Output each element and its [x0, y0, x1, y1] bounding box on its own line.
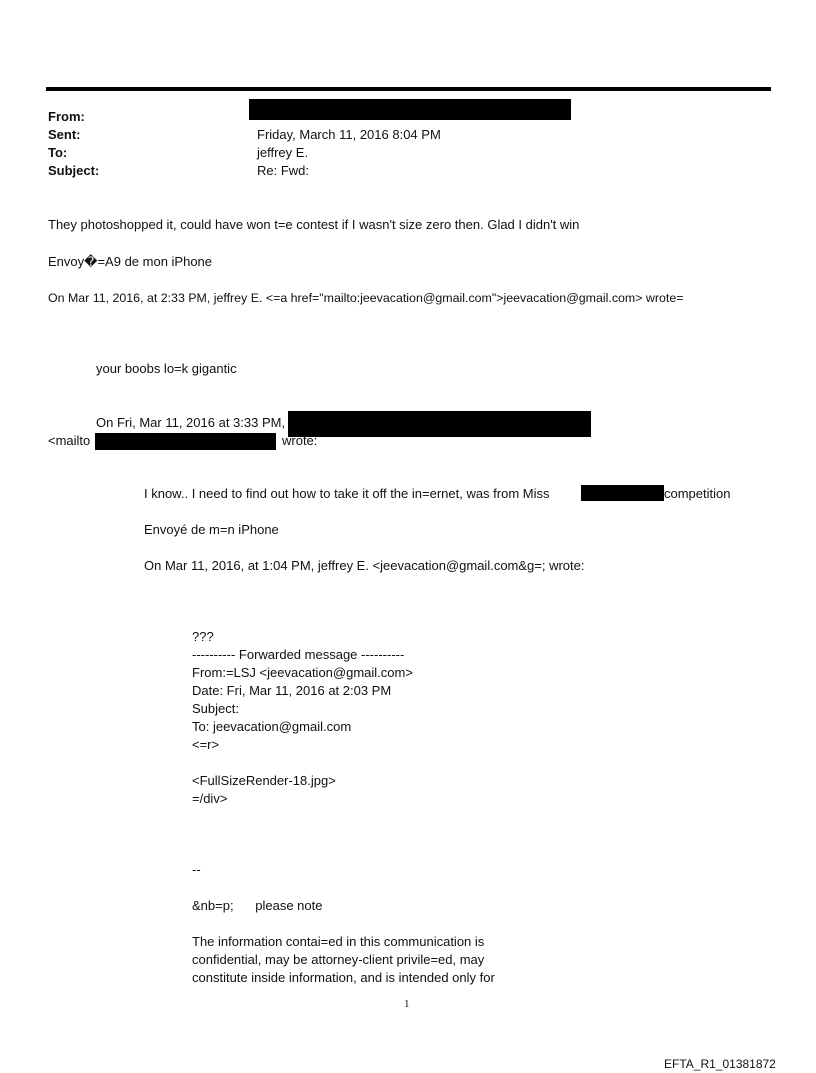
header-rule [46, 87, 771, 91]
to-label: To: [48, 145, 68, 160]
quote3-line: =/div> [192, 791, 228, 806]
quote3-line: <FullSizeRender-18.jpg> [192, 773, 336, 788]
quote2-line-1b: competition [664, 486, 731, 501]
quote1-line-3b: wrote: [282, 433, 318, 448]
sent-label: Sent: [48, 127, 81, 142]
sent-value: Friday, March 11, 2016 8:04 PM [257, 127, 441, 142]
body-line-3: On Mar 11, 2016, at 2:33 PM, jeffrey E. <=a href="mailto:jeevacation@gmail.com">jeevacation@gmail.com> wrote= [48, 291, 684, 305]
to-value: jeffrey E. [257, 145, 309, 160]
quote3-line: From:=LSJ <jeevacation@gmail.com> [192, 665, 413, 680]
quote3-line: Date: Fri, Mar 11, 2016 at 2:03 PM [192, 683, 392, 698]
quote3-line: constitute inside information, and is intended only for [192, 970, 495, 985]
quote3-line: -- [192, 862, 201, 877]
quote3-line: Subject: [192, 701, 239, 716]
quote2-line-2: Envoyé de m=n iPhone [144, 522, 279, 537]
quote3-line: The information contai=ed in this communication is [192, 934, 485, 949]
quote1-line-1: your boobs lo=k gigantic [96, 361, 237, 376]
document-id: EFTA_R1_01381872 [664, 1057, 776, 1071]
quote3-line: <=r> [192, 737, 220, 752]
page-number: 1 [404, 998, 410, 1010]
quote3-line: ---------- Forwarded message ---------- [192, 647, 405, 662]
quote3-line: &nb=p; please note [192, 898, 323, 913]
quote2-line-3: On Mar 11, 2016, at 1:04 PM, jeffrey E. <jeevacation@gmail.com&g=; wrote: [144, 558, 585, 573]
quote1-line-2: On Fri, Mar 11, 2016 at 3:33 PM, [96, 415, 286, 430]
subject-label: Subject: [48, 163, 100, 178]
body-line-2: Envoy�=A9 de mon iPhone [48, 254, 213, 269]
redacted-from [249, 99, 571, 120]
quote2-line-1a: I know.. I need to find out how to take it off the in=ernet, was from Miss [144, 486, 550, 501]
quote3-line: ??? [192, 629, 214, 644]
body-line-1: They photoshopped it, could have won t=e contest if I wasn't size zero then. Glad I didn't win [48, 217, 580, 232]
quote3-line: To: jeevacation@gmail.com [192, 719, 352, 734]
redacted-sender-1 [288, 411, 591, 437]
quote3-line: confidential, may be attorney-client privile=ed, may [192, 952, 485, 967]
quote1-line-3a: <mailto [48, 433, 91, 448]
from-label: From: [48, 109, 85, 124]
subject-value: Re: Fwd: [257, 163, 310, 178]
redacted-mailto [95, 433, 276, 450]
redacted-pageant [581, 485, 664, 501]
